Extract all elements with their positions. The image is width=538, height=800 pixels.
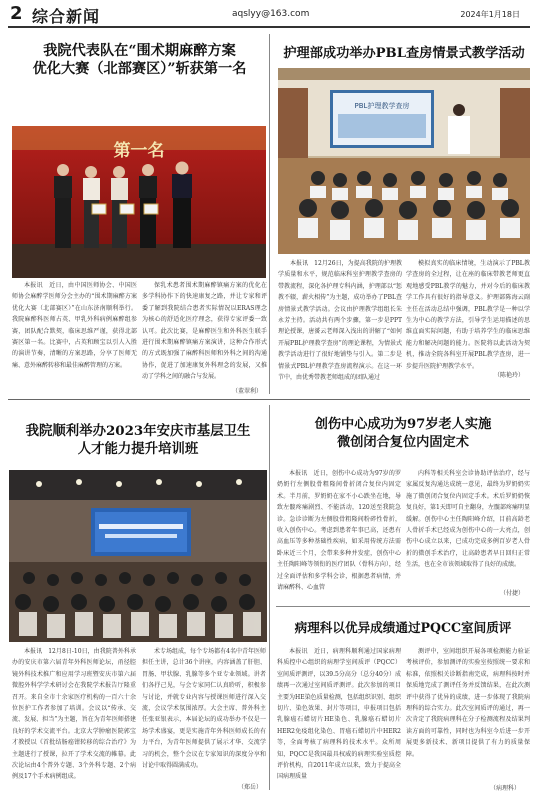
projector-caption: PBL护理教学查房 — [354, 102, 410, 110]
page-number: 2 — [10, 3, 23, 24]
article5-text-col2: 测评中，室间组织开展各项检测能力验证考核评价，参加测评的实验室按照统一要求和标准，依照相关诊断指南完成，病理科按时并保质地完成了测评任务并反馈结果，在此次测评中获得了优异的成绩，进一步体现了我院病理科的综合实力。此次室间质评的通过，再一次肯定了我院病理科在分子检测流程及结果判读方面的可靠性，同时也为科室今后进一步开展更多新技术、新项目提供了有力的质量保障。 — [406, 648, 530, 758]
article1-text-col1: 本报讯 近日，由中国医师协会、中国医师协会麻醉学医师分会主办的“围术期麻醉方案优化大赛（北部赛区）”在山东济南顺利举行。我院麻醉科医师占英、甲乳外科病例麻醉组参赛，团队配合默契，临床思维严谨，获得北部赛区第一名。比赛中，占英和顾宝以引人入胜的演讲节奏，清晰的方案思路，分享了医师无痛、意外麻醉转移和最佳麻醉管理的方案。 — [12, 282, 137, 369]
article4-text-col1: 本报讯 近日，创伤中心成功为97岁的罗奶奶行左侧股骨粗隆间骨折闭合复位内固定术。半月前，罗奶奶在家不小心跌坐在地，导致左髋疼痛剧烈、不能活动，120送至我院急诊。急诊诊断为左侧股骨粗隆间粉碎性骨折，收入创伤中心。考虑到患者年事已高，还患有高血压等多种基础性疾病，如采用传统方法需卧床近三个月，会带来多种并发症，创伤中心主任陶阳峰等领衔的医疗团队（骨科方向），经过全面评估和多学科会诊，根据患者病情，并请麻醉科、心血管 — [277, 470, 401, 592]
article1-body-col2 — [142, 280, 267, 381]
article3-conference-photo — [9, 470, 267, 642]
article3-body-col2 — [142, 646, 266, 778]
article3-title-line1: 我院顺利举办2023年安庆市基层卫生 — [25, 423, 251, 439]
article5-byline: （病理科） — [490, 785, 521, 792]
article4-title-line1: 创伤中心成功为97岁老人实施 — [314, 417, 492, 432]
article5-body-col1 — [277, 646, 401, 794]
section-title: 综合新闻 — [32, 7, 101, 26]
article4-text-col2: 内科等相关科室会诊协助评估治疗，经与家属反复沟通达成统一意见，最终为罗奶奶实施了微创闭合复位内固定手术。术后罗奶奶恢复良好，第1天即可自主翻身，左髋部疼痛明显缓解。创伤中心主任陶阳峰介绍，目前高龄老人骨折手术已经成为创伤中心的一大亮点，创伤中心成立以来，已成功完成多例百岁老人骨折的微创手术治疗，让高龄患者早日回归正常生活，也在全市该领域取得了良好的成绩。 — [406, 470, 530, 569]
article2-text-col1: 本报讯 12月26日，为提高我院的护理教学质量和水平，规范临床科室护理教学查房的带教流程，深化各护理专科内涵，护理部以“惩教不辍，薪火相传”为主题，成功举办了PBL查房情景式教学活动。会议由护理教学组组长朱永芳主持。活动共有两个步骤，第一步是PPT理论授课，唐赟云老师深入浅出的讲解了“如何开展PBL护理教学查房”的理论课程，为情景式教学活动进行了很好地铺垫与引入。第二步是情景式PBL护理教学查房流程演示。在这一环节中，由优秀带教老师组成的团队通过 — [278, 260, 402, 382]
article2-body-col1 — [278, 258, 402, 394]
article1-title-line1: 我院代表队在“围术期麻醉方案 — [43, 43, 236, 59]
article3-headline — [10, 422, 266, 458]
article3-title-line2: 人才能力提升培训班 — [77, 441, 199, 458]
section-divider — [8, 399, 530, 400]
article4-byline: （付捷） — [500, 590, 525, 597]
article3-text-col2: 术专场组成，每个专场都有4名中青年医师担任主讲，总计36个讲座，内容涵盖了肝胆、胃肠、甲状腺、乳腺等多个亚专业领域。讲者们各抒己见，与会专家同仁认真聆听，积极参与讨论，并就专业内容与授课医师进行深入交流，会议学术氛围浓厚。大会主席、普外科主任张亚银表示，本届论坛的成功举办不仅是一场学术盛宴，更是实施青年外科医师成长的有力平台，为青年医师提供了展示才华、交流学习的机会，整个会议在专家知识的深度分享和讨论中取得圆满成功。 — [142, 648, 266, 770]
article3-byline: （郑岳） — [238, 784, 263, 791]
article4-body-col1 — [277, 468, 401, 602]
article2-body-col2 — [406, 258, 530, 368]
article2-classroom-photo — [278, 68, 530, 254]
article2-headline: 护理部成功举办PBL查房情景式教学活动 — [283, 46, 525, 61]
article4-title-line2: 微创闭合复位内固定术 — [337, 435, 469, 451]
article1-title-line2: 优化大赛（北部赛区）”斩获第一名 — [32, 61, 247, 78]
article1-award-photo — [12, 126, 266, 278]
article3-text-col1: 本报讯 12月8日-10日，由我院普外科承办的安庆市第六届青年外科医师论坛，甬径腔镜外科技术推广和应用学习班暨安庆市第六届微腔外科学学术研讨会在我院学术报告厅隆重召开。来自全市十余家医疗机构的一百六十余位医护工作者参加了培训。会议以“传承、交流、发展、担当”为主题，旨在为青年医师搭建良好的学术交流平台。北京大学肿瘤医院郭宝才教授以《首批结肠癌钳转移的综合治疗》为主题进行了授课，拉开了学术交流的帷幕。此次论坛由4个普外专题、3个外科专题、2个病例及17个手术病例组成。 — [12, 648, 136, 781]
photo-banner-text: 第一名 — [113, 141, 165, 161]
article4-body-col2 — [406, 468, 530, 586]
article5-text-col1: 本报讯 近日，病理科顺利通过国家病理科质控中心组织的病理学室间质评（PQCC）室间质评测评，以39.5分高分（总分40分）成绩再一次通过室间质评测评。此次参加的项目主要为HE染色质量检测，包括组织识别、组织切片、染色效果、封片等项目，申报项目包括乳腺癌石蜡切片HE染色、乳腺癌石蜡切片HER2免疫组化染色、胃癌石蜡切片中HER2等，全面考核了病理科的技术水平。众所周知，PQCC是我国最具权威的病理实验室质控评价机构，自2011年成立以来，致力于提高全国病理质量 — [277, 648, 401, 781]
article5-body-col2 — [406, 646, 530, 782]
article2-text-col2: 模拟真实的临床情境，生动演示了PBL教学查房的全过程，让在座的临床带教老师更直观地感受PBL教学的魅力，并对今后的临床教学工作具有很好的指导意义。护理部陈海云副主任在活动总结中强调，PBL教学是一种以学生为中心的教学方法，引导学生运用描述的思维直面实际问题，有助于培养学生的临床思维能力和解决问题的能力。医院将以此活动为契机，推动全院各科室开展PBL教学查房，进一步提升医院护理教学水平。 — [406, 260, 530, 370]
article5-headline: 病理科以优异成绩通过PQCC室间质评 — [294, 620, 512, 635]
column-divider-top — [269, 34, 270, 394]
column-divider-bottom — [269, 405, 270, 790]
right-divider — [276, 606, 530, 607]
masthead-rule — [8, 26, 530, 28]
article3-body-col1 — [12, 646, 136, 794]
article4-headline — [276, 416, 530, 453]
article2-byline: （陈艳玲） — [494, 372, 525, 379]
article1-text-col2: 保乳术患者围术期麻醉镇痛方案的优化在多学科协作下的快速康复之路，并让专家和评委了解到我院结合患者实际情况以ERAS理念为核心的舒适化医疗理念，获得专家评委一致认可。此次比赛，是麻醉医生和外科医生联手进行围术期麻醉镇痛方案演讲，这种合作形式的方式既加强了麻醉科医师和外科之间的沟通协作，促进了加速康复外科理念的发展，又推动了学科之间的融合与发展。 — [142, 282, 267, 381]
issue-date: 2024年1月18日 — [460, 10, 520, 19]
article1-headline — [12, 42, 267, 79]
article1-body-col1 — [12, 280, 137, 388]
contact-email[interactable]: aqslyy@163.com — [232, 9, 310, 19]
article1-byline: （董翠利） — [232, 388, 263, 395]
